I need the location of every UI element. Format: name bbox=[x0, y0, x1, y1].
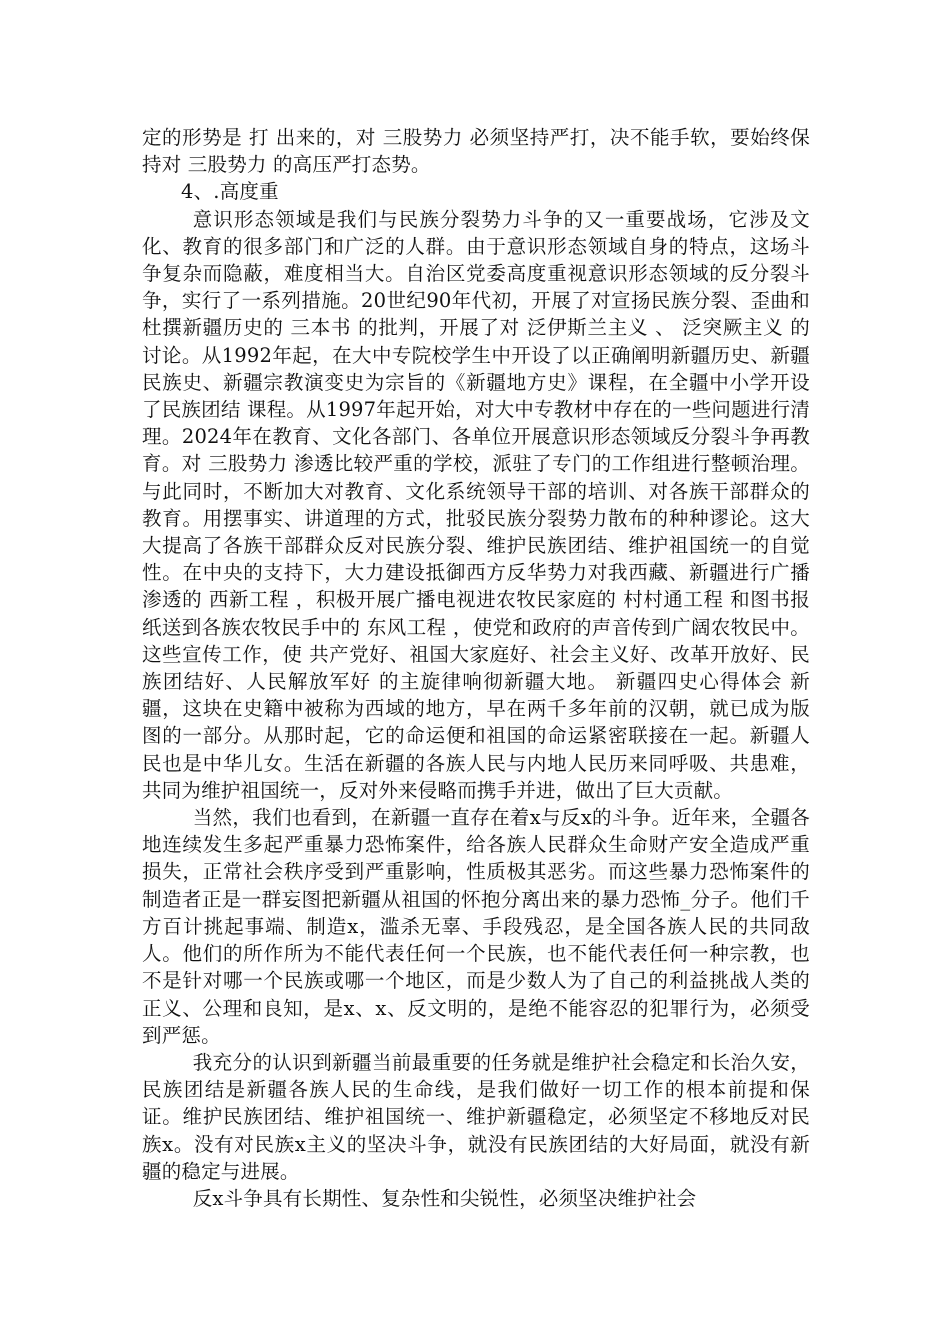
paragraph-continuation: 定的形势是 打 出来的，对 三股势力 必须坚持严打，决不能手软，要始终保持对 三股势力 的高压严打态势。 bbox=[142, 126, 810, 177]
document-body bbox=[142, 124, 810, 1212]
paragraph-ideology: 意识形态领域是我们与民族分裂势力斗争的又一重要战场，它涉及文化、教育的很多部门和广泛的人群。由于意识形态领域自身的特点，这场斗争复杂而隐蔽，难度相当大。自治区党委高度重视意识形态领域的反分裂斗争，实行了一系列措施。20世纪90年代初，开展了对宣扬民族分裂、歪曲和杜撰新疆历史的 三本书 的批判，开展了对 泛伊斯兰主义 、 泛突厥主义 的讨论。从1992年起，在大中专院校学生中开设了以正确阐明新疆历史、新疆民族史、新疆宗教演变史为宗旨的《新疆地方史》课程，在全疆中小学开设了民族团结 课程。从1997年起开始，对大中专教材中存在的一些问题进行清理。2024年在教育、文化各部门、各单位开展意识形态领域反分裂斗争再教育。对 三股势力 渗透比较严重的学校，派驻了专门的工作组进行整顿治理。与此同时，不断加大对教育、文化系统领导干部的培训、对各族干部群众的教育。用摆事实、讲道理的方式，批驳民族分裂势力散布的种种谬论。这大大提高了各族干部群众反对民族分裂、维护民族团结、维护祖国统一的自觉性。在中央的支持下，大力建设抵御西方反华势力对我西藏、新疆进行广播渗透的 西新工程 ，积极开展广播电视进农牧民家庭的 村村通工程 和图书报纸送到各族农牧民手中的 东风工程 ，使党和政府的声音传到广阔农牧民中。这些宣传工作，使 共产党好、祖国大家庭好、社会主义好、改革开放好、民族团结好、人民解放军好 的主旋律响彻新疆大地。 新疆四史心得体会 新疆，这块在史籍中被称为西域的地方，早在两千多年前的汉朝，就已成为版图的一部分。从那时起，它的命运便和祖国的命运紧密联接在一起。新疆人民也是中华儿女。生活在新疆的各族人民与内地人民历来同呼吸、共患难，共同为维护祖国统一，反对外来侵略而携手并进，做出了巨大贡献。 bbox=[142, 207, 810, 802]
paragraph-stability: 我充分的认识到新疆当前最重要的任务就是维护社会稳定和长治久安，民族团结是新疆各族人民的生命线，是我们做好一切工作的根本前提和保证。维护民族团结、维护祖国统一、维护新疆稳定，必须坚定不移地反对民族x。没有对民族x主义的坚决斗争，就没有民族团结的大好局面，就没有新疆的稳定与进展。 bbox=[142, 1050, 810, 1183]
paragraph-final: 反x斗争具有长期性、复杂性和尖锐性，必须坚决维护社会 bbox=[192, 1186, 697, 1210]
section-heading: 4、.高度重 bbox=[181, 180, 279, 204]
paragraph-struggle: 当然，我们也看到，在新疆一直存在着x与反x的斗争。近年来，全疆各地连续发生多起严重暴力恐怖案件，给各族人民群众生命财产安全造成严重损失，正常社会秩序受到严重影响，性质极其恶劣。而这些暴力恐怖案件的制造者正是一群妄图把新疆从祖国的怀抱分离出来的暴力恐怖_分子。他们千方百计挑起事端、制造x，滥杀无辜、手段残忍，是全国各族人民的共同敌人。他们的所作所为不能代表任何一个民族，也不能代表任何一种宗教，也不是针对哪一个民族或哪一个地区，而是少数人为了自己的利益挑战人类的正义、公理和良知，是x、x、反文明的，是绝不能容忍的犯罪行为，必须受到严惩。 bbox=[142, 806, 810, 1047]
